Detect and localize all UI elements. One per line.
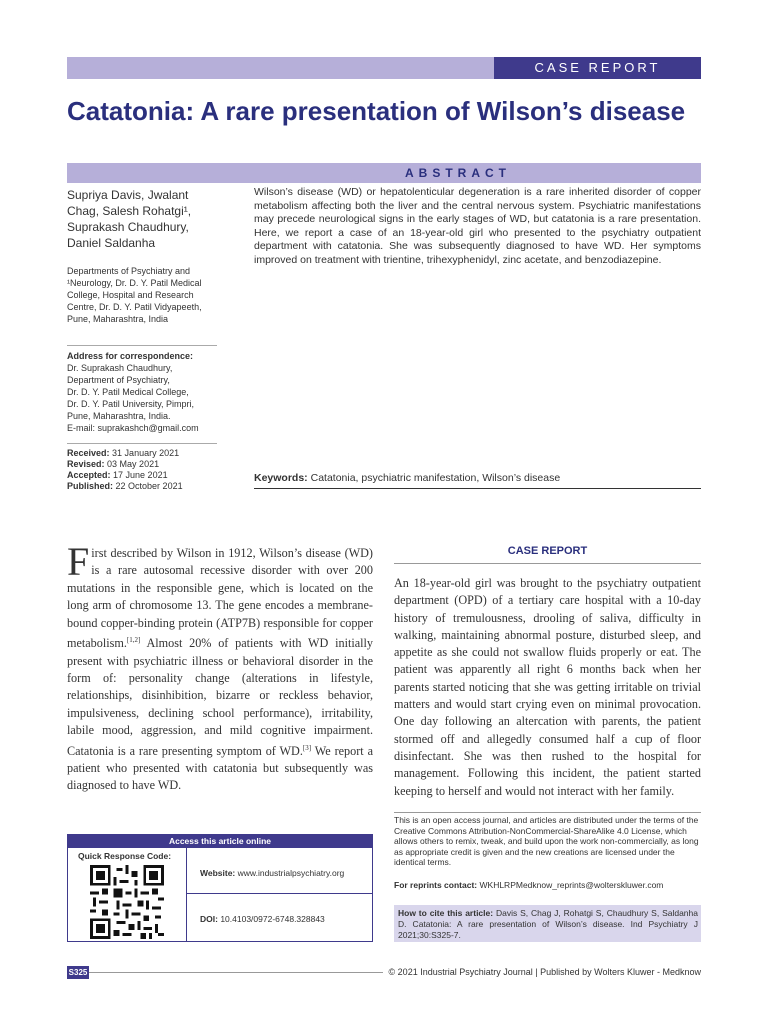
citation-ref[interactable]: [3] (302, 743, 312, 752)
abstract-heading: ABSTRACT (215, 163, 701, 183)
intro-text-2: Almost 20% of patients with WD initially present with psychiatric illness or behavioral disorder in the form of: personality change (alterations in lifestyle, relationships, disinhibition, bizarre or reckless behavior, impulsiveness, declining school performance), irritability, labile mood, aggression, and mild cognitive impairment. Catatonia is a rare presenting symptom of WD. (67, 636, 373, 758)
correspondence-block (67, 350, 217, 434)
website-line (200, 868, 344, 878)
license-rule (394, 812, 701, 813)
qr-label: Quick Response Code: (78, 851, 172, 861)
published-date: Published: 22 October 2021 (67, 481, 183, 491)
qr-code-icon[interactable] (90, 865, 164, 939)
affiliation: Departments of Psychiatry and ¹Neurology, Dr. D. Y. Patil Medical College, Hospital and Research Centre, Dr. D. Y. Patil Vidyapeeth, Pune, Maharashtra, India (67, 266, 202, 324)
article-dates (67, 448, 217, 492)
revised-date: Revised: 03 May 2021 (67, 459, 160, 469)
citation-label: How to cite this article: (398, 908, 494, 918)
citation-text (398, 908, 698, 941)
correspondence-line: Dr. D. Y. Patil University, Pimpri, (67, 399, 195, 409)
author-list: Supriya Davis, Jwalant Chag, Salesh Rohatgi¹, Suprakash Chaudhury, Daniel Saldanha (67, 188, 192, 250)
access-divider (187, 893, 373, 894)
doi-link[interactable]: 10.4103/0972-6748.328843 (220, 914, 325, 924)
correspondence-line: Dr. Suprakash Chaudhury, (67, 363, 173, 373)
drop-cap: F (67, 539, 90, 584)
citation-ref[interactable]: [1,2] (126, 636, 141, 645)
website-label: Website: (200, 868, 236, 878)
article-title: Catatonia: A rare presentation of Wilson’s disease (67, 96, 686, 126)
keywords-text: Catatonia, psychiatric manifestation, Wilson’s disease (310, 472, 561, 484)
case-report-text: An 18-year-old girl was brought to the psychiatry outpatient department (OPD) of a tertiary care hospital with a 10-day history of tremulousness, drooling of saliva, difficulty in walking, maintaining abnormal posture, disturbed sleep, and appetite as she could not swallow fluids properly or eat. The patient was apparently all right 6 months back when her parents started noticing that she was getting irritable on trivial matters and would start crying even on minimal provocation. One day following an altercation with parents, the patient stormed off and allegedly consumed half a cup of floor disinfectant. She was then rushed to the hospital for management. Following this incident, the patient started keeping to herself and would not interact with her family. (394, 576, 701, 798)
section-tag: CASE REPORT (494, 57, 701, 79)
page-number: S325 (68, 968, 88, 977)
correspondence-line: Pune, Maharashtra, India. (67, 411, 171, 421)
access-divider (186, 848, 187, 942)
keywords (254, 472, 701, 484)
doi-line (200, 914, 325, 924)
correspondence-line: Department of Psychiatry, (67, 375, 170, 385)
divider (67, 443, 217, 444)
accepted-date: Accepted: 17 June 2021 (67, 470, 168, 480)
abstract-band-left (67, 163, 215, 183)
intro-text-1: irst described by Wilson in 1912, Wilson’s disease (WD) is a rare autosomal recessive disorder with over 200 mutations in the responsible gene, which is located on the long arm of chromosome 13. The gene encodes a membrane-bound copper-binding protein (ATP7B) responsible for copper metabolism. (67, 546, 373, 651)
correspondence-email[interactable]: E-mail: suprakashch@gmail.com (67, 423, 199, 433)
divider (67, 345, 217, 346)
received-date: Received: 31 January 2021 (67, 448, 180, 458)
citation-body: Davis S, Chag J, Rohatgi S, Chaudhury S, Saldanha D. Catatonia: A rare presentation of Wilson’s disease. Ind Psychiatry J 2021;30:S325-7. (398, 908, 698, 940)
section-rule (394, 563, 701, 564)
abstract-text: Wilson’s disease (WD) or hepatolenticular degeneration is a rare inherited disorder of copper metabolism affecting both the liver and the central nervous system. Psychiatric manifestations may precede neurological signs in the early stages of WD, but catatonia is a rare presentation. Here, we report a case of an 18-year-old girl who presented to the psychiatry outpatient department with catatonia. She was subsequently diagnosed to have WD. Her symptoms improved on treatment with trientine, trihexyphenidyl, zinc acetate, and benzodiazepine. (254, 186, 701, 266)
case-report-heading: CASE REPORT (507, 545, 588, 557)
footer-text: © 2021 Industrial Psychiatry Journal | Published by Wolters Kluwer - Medknow (300, 967, 701, 977)
keywords-rule (254, 488, 701, 489)
keywords-label: Keywords: (254, 472, 308, 484)
license-text: This is an open access journal, and articles are distributed under the terms of the Creative Commons Attribution-NonCommercial-ShareAlike 4.0 License, which allows others to remix, tweak, and build upon the work non-commercially, as long as appropriate credit is given and the new creations are licensed under the identical terms. (394, 815, 699, 867)
website-link[interactable]: www.industrialpsychiatry.org (237, 868, 345, 878)
reprints-label: For reprints contact: (394, 880, 478, 890)
doi-label: DOI: (200, 914, 218, 924)
access-heading: Access this article online (67, 834, 373, 848)
reprints-email[interactable]: WKHLRPMedknow_reprints@wolterskluwer.com (479, 880, 664, 890)
reprints-line (394, 880, 701, 890)
correspondence-heading: Address for correspondence: (67, 351, 194, 361)
intro-text-3: We report a patient who presented with catatonia but subsequently was diagnosed to have WD. (67, 743, 373, 793)
introduction (67, 539, 373, 795)
correspondence-line: Dr. D. Y. Patil Medical College, (67, 387, 189, 397)
